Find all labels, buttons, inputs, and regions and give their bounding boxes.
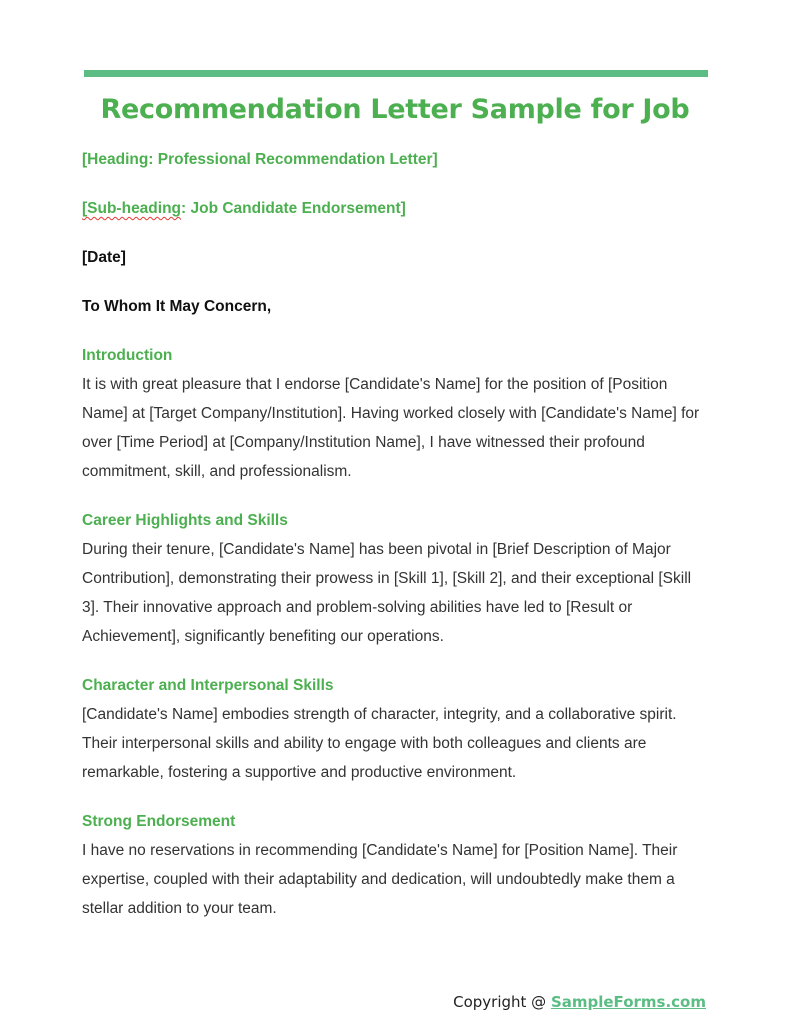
section-body: During their tenure, [Candidate's Name] has been pivotal in [Brief Description of Major Contribution], demonstrating their prowess in [Skill 1], [Skill 2], and their exceptional [Skill 3]. Their innovative approach and problem-solving abilities have led to [Result or Achievement], significantly benefiting our operations. [82,541,692,645]
page-title: Recommendation Letter Sample for Job [100,94,690,125]
date-placeholder: [Date] [82,249,126,266]
section-body: It is with great pleasure that I endorse [Candidate's Name] for the position of [Position Name] at [Target Company/Institution]. Having worked closely with [Candidate's Name] for over [Time Period] at [Company/Institution Name], I have witnessed their profound commitment, skill, and professionalism. [82,376,700,480]
section-title: Career Highlights and Skills [82,512,288,529]
heading-placeholder: [Heading: Professional Recommendation Letter] [82,151,438,168]
subheading-placeholder [82,194,712,223]
letter-body [82,145,712,943]
section-character [82,671,712,787]
copyright-footer [453,993,706,1011]
section-title: Character and Interpersonal Skills [82,677,334,694]
section-introduction [82,341,712,486]
sampleforms-link[interactable]: SampleForms.com [550,993,706,1011]
subheading-rest: : Job Candidate Endorsement] [181,200,406,217]
section-body: I have no reservations in recommending [Candidate's Name] for [Position Name]. Their expertise, coupled with their adaptability and dedication, will undoubtedly make them a stellar addition to your team. [82,842,678,917]
subheading-prefix: [Sub-heading [82,200,182,217]
top-divider [84,70,708,77]
greeting: To Whom It May Concern, [82,298,272,315]
copyright-text: Copyright @ [453,993,551,1011]
section-title: Introduction [82,347,173,364]
section-career-highlights [82,506,712,651]
section-title: Strong Endorsement [82,813,236,830]
section-body: [Candidate's Name] embodies strength of character, integrity, and a collaborative spirit. Their interpersonal skills and ability to engage with both colleagues and clients are remarkable, fostering a supportive and productive environment. [82,706,677,781]
section-endorsement [82,807,712,923]
